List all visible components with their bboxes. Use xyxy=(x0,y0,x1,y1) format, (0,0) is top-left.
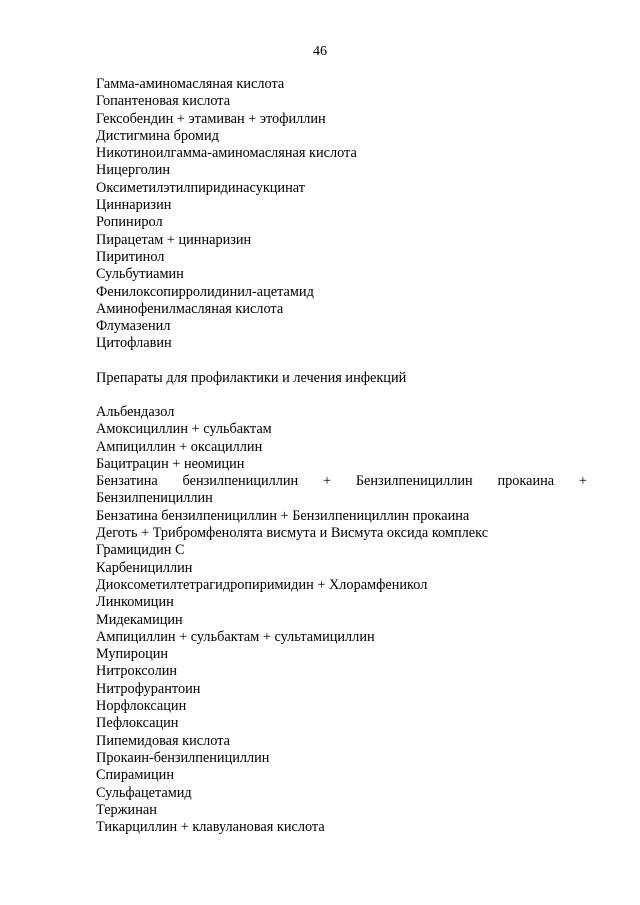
list-item: Ампициллин + оксациллин xyxy=(96,438,263,455)
word: + xyxy=(322,473,332,490)
list-item: Пипемидовая кислота xyxy=(96,732,230,749)
list-item: Норфлоксацин xyxy=(96,698,187,715)
list-item: Гамма-аминомасляная кислота xyxy=(96,76,285,92)
word: + xyxy=(578,473,587,490)
list-item: Фенилоксопирролидинил-ацетамид xyxy=(96,283,314,300)
word: бензилпенициллин xyxy=(182,473,299,490)
list-item: Пиритинол xyxy=(96,248,165,265)
list-item: Ропинирол xyxy=(96,214,163,231)
section-heading-text: Препараты для профилактики и лечения инфекций xyxy=(96,370,407,386)
list-item: Мупироцин xyxy=(96,646,169,663)
word: Бензилпенициллин xyxy=(355,473,473,490)
list-item: Сульбутиамин xyxy=(96,266,184,283)
list-item: Оксиметилэтилпиридинасукцинат xyxy=(96,179,305,196)
list-item: Прокаин-бензилпенициллин xyxy=(96,749,270,766)
list-item: Деготь + Трибромфенолята висмута и Висмута оксида комплекс xyxy=(96,525,489,542)
list-item: Никотиноилгамма-аминомасляная кислота xyxy=(96,145,357,162)
list-item: Ампициллин + сульбактам + сультамициллин xyxy=(96,628,375,645)
list-item: Флумазенил xyxy=(96,318,171,335)
list-item: Мидекамицин xyxy=(96,611,183,628)
list-item: Бацитрацин + неомицин xyxy=(96,455,245,472)
list-item: Гопантеновая кислота xyxy=(96,93,231,110)
list-item: Сульфацетамид xyxy=(96,784,192,801)
list-item: Тержинан xyxy=(96,801,157,818)
list-item: Диоксометилтетрагидропиримидин + Хлорамфеникол xyxy=(96,576,428,593)
list-item: Линкомицин xyxy=(96,594,174,611)
page-number: 46 xyxy=(313,44,327,59)
list-item: Карбенициллин xyxy=(96,559,193,576)
list-item: Нитрофурантоин xyxy=(96,680,201,697)
list-item: Ницерголин xyxy=(96,162,171,179)
list-item: Аминофенилмасляная кислота xyxy=(96,300,284,317)
word: Бензатина xyxy=(96,473,158,490)
list-item: Грамицидин С xyxy=(96,542,185,559)
section-heading xyxy=(96,370,587,387)
list-item: Цитофлавин xyxy=(96,335,172,352)
list-item: Пефлоксацин xyxy=(96,715,179,732)
list-item: Бензилпенициллин xyxy=(96,490,213,507)
list-item: Амоксициллин + сульбактам xyxy=(96,421,272,438)
drug-list-nootropics xyxy=(96,76,587,353)
list-item: Бензатина бензилпенициллин + Бензилпенициллин прокаина xyxy=(96,507,470,524)
list-item: Альбендазол xyxy=(96,404,175,420)
drug-list-infections xyxy=(96,404,587,836)
list-item-justified xyxy=(96,473,587,490)
list-item: Тикарциллин + клавулановая кислота xyxy=(96,819,325,836)
list-item: Циннаризин xyxy=(96,197,172,214)
list-item: Дистигмина бромид xyxy=(96,127,219,144)
list-item: Пирацетам + циннаризин xyxy=(96,231,252,248)
list-item: Нитроксолин xyxy=(96,663,178,680)
list-item: Спирамицин xyxy=(96,767,174,784)
word: прокаина xyxy=(497,473,555,490)
list-item: Гексобендин + этамиван + этофиллин xyxy=(96,110,326,127)
